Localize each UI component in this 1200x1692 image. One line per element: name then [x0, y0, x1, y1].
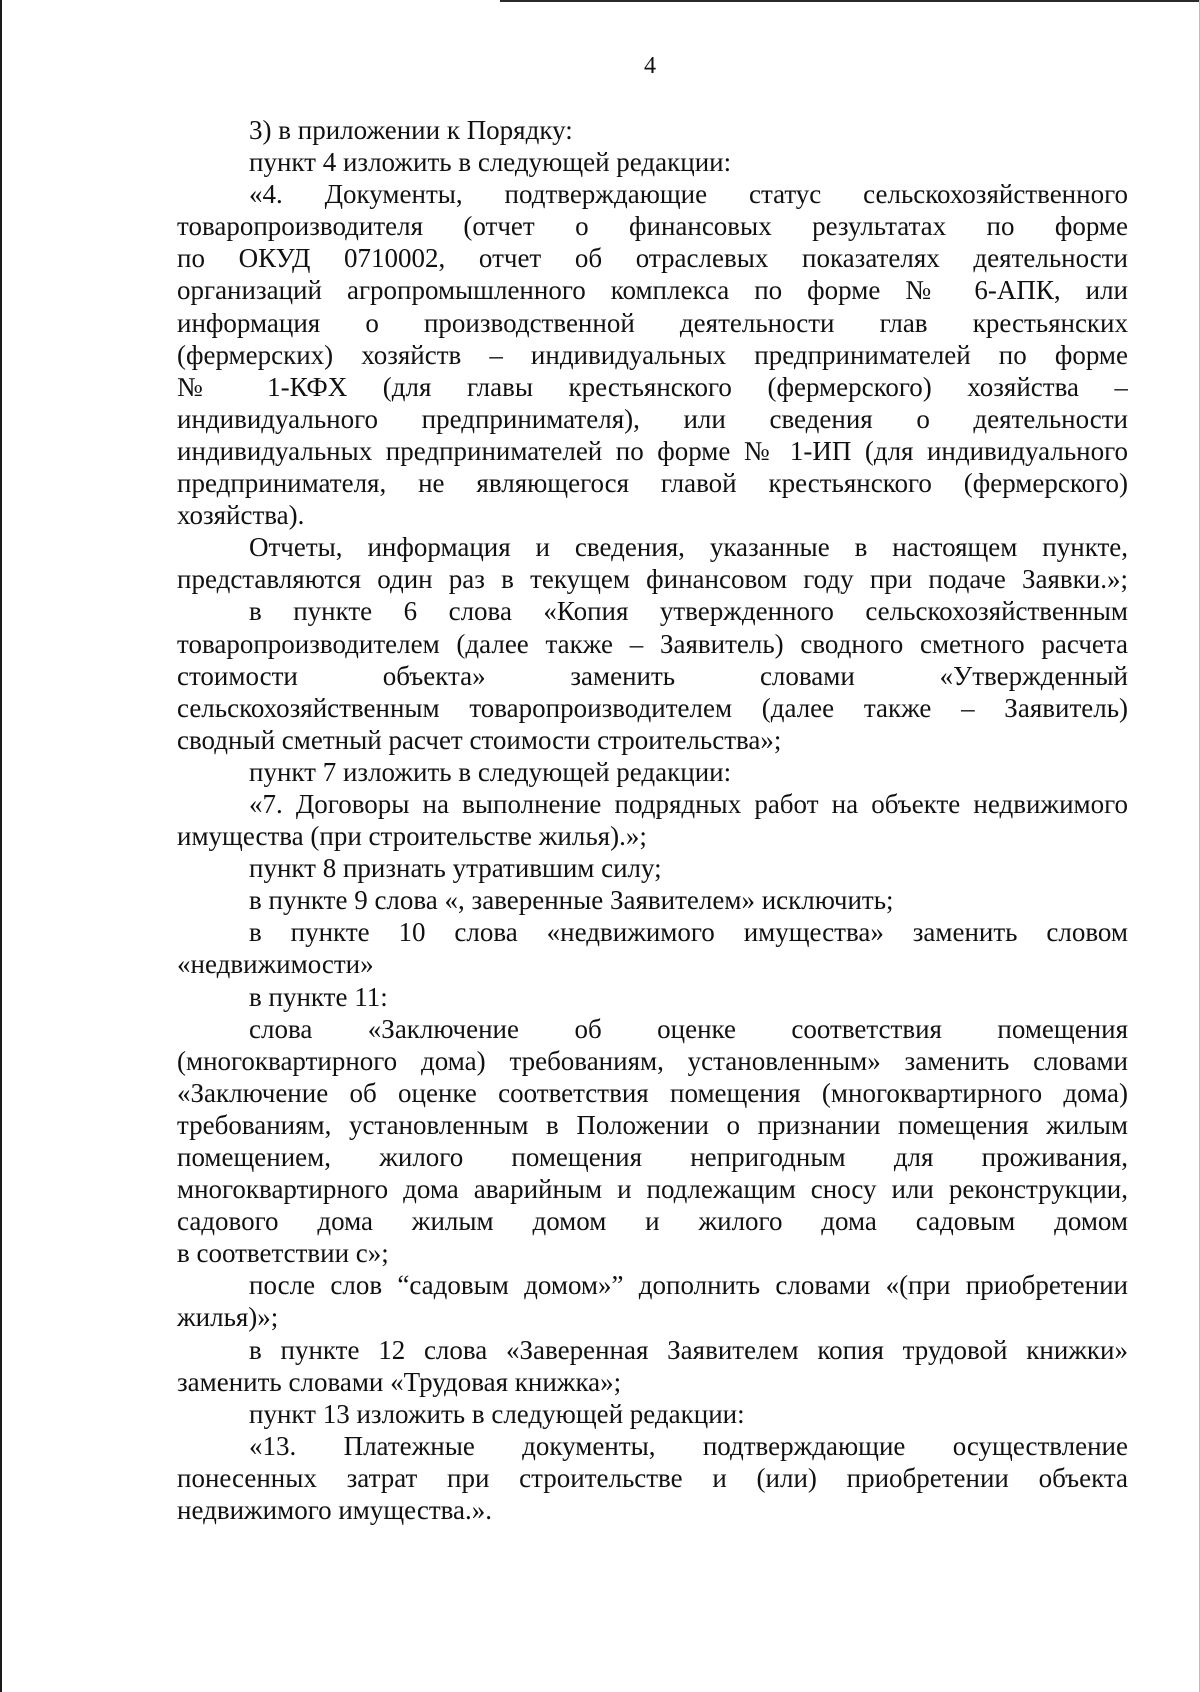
text-line: по ОКУД 0710002, отчет об отраслевых показателях деятельности — [177, 243, 1128, 274]
text-line: понесенных затрат при строительстве и (или) приобретении объекта — [177, 1462, 1128, 1493]
text-line: пункт 4 изложить в следующей редакции: — [249, 147, 732, 178]
text-line: «13. Платежные документы, подтверждающие осуществление — [249, 1430, 1128, 1461]
text-line: требованиям, установленным в Положении о признании помещения жилым — [177, 1109, 1128, 1140]
text-line: индивидуального предпринимателя), или сведения о деятельности — [177, 403, 1128, 434]
text-line: после слов “садовым домом»” дополнить словами «(при приобретении — [249, 1270, 1128, 1301]
text-line: 3) в приложении к Порядку: — [249, 115, 573, 145]
text-line: недвижимого имущества.». — [177, 1495, 492, 1526]
text-line: пункт 13 изложить в следующей редакции: — [249, 1398, 745, 1429]
text-line: (фермерских) хозяйств – индивидуальных предпринимателей по форме — [177, 339, 1128, 370]
text-line: (многоквартирного дома) требованиям, установленным» заменить словами — [177, 1045, 1128, 1076]
text-line: индивидуальных предпринимателей по форме № 1-ИП (для индивидуального — [177, 435, 1128, 466]
text-line: «4. Документы, подтверждающие статус сельскохозяйственного — [249, 179, 1128, 210]
text-line: хозяйства). — [177, 500, 305, 531]
text-line: заменить словами «Трудовая книжка»; — [177, 1366, 622, 1397]
text-line: № 1-КФХ (для главы крестьянского (фермерского) хозяйства – — [177, 371, 1128, 402]
text-line: «7. Договоры на выполнение подрядных работ на объекте недвижимого — [249, 788, 1128, 819]
text-line: помещением, жилого помещения непригодным для проживания, — [177, 1142, 1128, 1172]
text-line: в пункте 11: — [249, 981, 388, 1012]
text-line: жилья)»; — [177, 1302, 279, 1333]
document-body — [177, 114, 1128, 1526]
scan-top-border — [500, 0, 1200, 2]
text-line: пункт 7 изложить в следующей редакции: — [249, 756, 732, 787]
text-line: стоимости объекта» заменить словами «Утвержденный — [177, 660, 1128, 691]
text-line: Отчеты, информация и сведения, указанные в настоящем пункте, — [249, 532, 1128, 563]
text-line: организаций агропромышленного комплекса по форме № 6-АПК, или — [177, 275, 1128, 306]
text-line: предпринимателя, не являющегося главой крестьянского (фермерского) — [177, 468, 1128, 499]
text-line: «недвижимости» — [177, 949, 374, 980]
text-line: сельскохозяйственным товаропроизводителем (далее также – Заявитель) — [177, 692, 1128, 723]
text-line: пункт 8 признать утратившим силу; — [249, 853, 662, 884]
text-line: в пункте 12 слова «Заверенная Заявителем копия трудовой книжки» — [249, 1334, 1128, 1365]
text-line: в пункте 6 слова «Копия утвержденного сельскохозяйственным — [249, 596, 1128, 627]
text-line: товаропроизводителя (отчет о финансовых результатах по форме — [177, 211, 1128, 242]
text-line: садового дома жилым домом и жилого дома садовым домом — [177, 1206, 1128, 1237]
text-line: информация о производственной деятельности глав крестьянских — [177, 307, 1128, 338]
scan-left-border — [0, 0, 2, 1692]
page-number: 4 — [644, 53, 656, 79]
text-line: «Заключение об оценке соответствия помещения (многоквартирного дома) — [177, 1077, 1128, 1108]
text-line: в соответствии с»; — [177, 1238, 389, 1269]
text-line: представляются один раз в текущем финансовом году при подаче Заявки.»; — [177, 564, 1128, 595]
text-line: слова «Заключение об оценке соответствия помещения — [249, 1013, 1128, 1044]
text-line: товаропроизводителем (далее также – Заявитель) сводного сметного расчета — [177, 628, 1128, 659]
text-line: в пункте 9 слова «, заверенные Заявителем» исключить; — [249, 885, 894, 916]
text-line: имущества (при строительстве жилья).»; — [177, 821, 647, 852]
text-line: в пункте 10 слова «недвижимого имущества» заменить словом — [249, 917, 1128, 948]
text-line: многоквартирного дома аварийным и подлежащим сносу или реконструкции, — [177, 1174, 1128, 1205]
text-line: сводный сметный расчет стоимости строительства»; — [177, 724, 782, 755]
